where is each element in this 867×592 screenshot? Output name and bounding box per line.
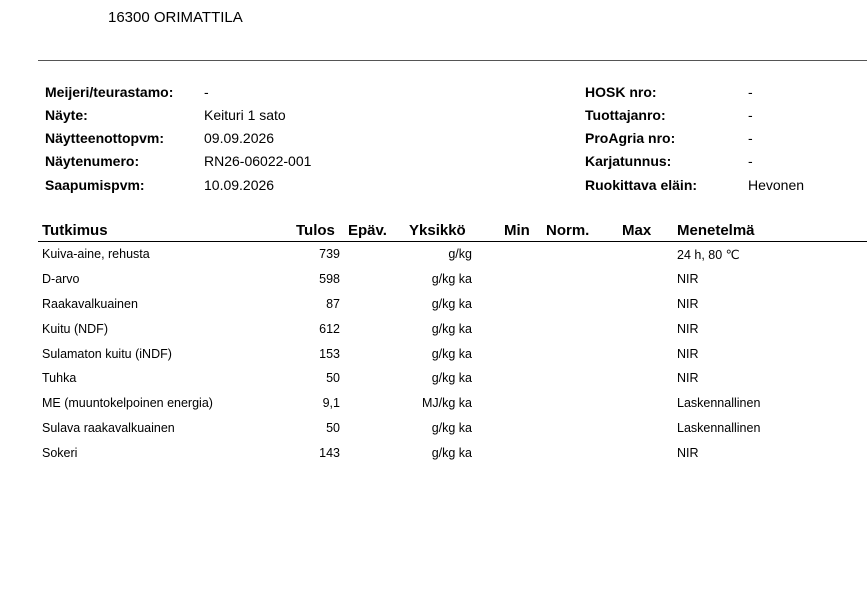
- cell-tutkimus: Sulava raakavalkuainen: [42, 421, 175, 435]
- table-row: [0, 272, 867, 297]
- table-row: [0, 371, 867, 396]
- col-header-epav: Epäv.: [348, 222, 387, 239]
- cell-menetelma: NIR: [677, 446, 699, 460]
- cell-tulos: 87: [326, 297, 340, 311]
- info-value-nayte: Keituri 1 sato: [204, 107, 286, 123]
- table-row: [0, 347, 867, 372]
- table-row: [0, 322, 867, 347]
- table-header-divider: [38, 241, 867, 242]
- col-header-norm: Norm.: [546, 222, 590, 239]
- info-value-ruokittava-elain: Hevonen: [748, 177, 805, 193]
- cell-tulos: 50: [326, 421, 340, 435]
- info-label-naytteenottopvm: Näytteenottopvm:: [45, 130, 165, 146]
- cell-tutkimus: D-arvo: [42, 272, 80, 286]
- cell-menetelma: NIR: [677, 371, 699, 385]
- cell-tutkimus: Raakavalkuainen: [42, 297, 138, 311]
- info-label-saapumispvm: Saapumispvm:: [45, 177, 145, 193]
- table-row: [0, 446, 867, 471]
- cell-tutkimus: Sokeri: [42, 446, 78, 460]
- cell-yksikko: g/kg: [448, 247, 472, 261]
- cell-menetelma: NIR: [677, 297, 699, 311]
- info-value-saapumispvm: 10.09.2026: [204, 177, 275, 193]
- cell-tutkimus: Sulamaton kuitu (iNDF): [42, 347, 172, 361]
- cell-yksikko: g/kg ka: [431, 272, 472, 286]
- cell-yksikko: g/kg ka: [431, 421, 472, 435]
- cell-menetelma: Laskennallinen: [677, 396, 761, 410]
- info-value-proagria: -: [748, 130, 753, 146]
- info-label-hosk: HOSK nro:: [585, 84, 657, 100]
- info-value-hosk: -: [748, 84, 753, 100]
- cell-tulos: 598: [319, 272, 340, 286]
- cell-yksikko: MJ/kg ka: [421, 396, 472, 410]
- cell-menetelma: Laskennallinen: [677, 421, 761, 435]
- cell-menetelma: NIR: [677, 322, 699, 336]
- cell-tutkimus: Kuiva-aine, rehusta: [42, 247, 150, 261]
- info-label-tuottajanro: Tuottajanro:: [585, 107, 666, 123]
- cell-yksikko: g/kg ka: [431, 347, 472, 361]
- col-header-max: Max: [622, 222, 652, 239]
- cell-yksikko: g/kg ka: [431, 446, 472, 460]
- address-line: 16300 ORIMATTILA: [108, 9, 243, 26]
- info-label-ruokittava-elain: Ruokittava eläin:: [585, 177, 698, 193]
- cell-tulos: 50: [326, 371, 340, 385]
- info-label-nayte: Näyte:: [45, 107, 88, 123]
- cell-tulos: 143: [319, 446, 340, 460]
- cell-yksikko: g/kg ka: [431, 371, 472, 385]
- col-header-tulos: Tulos: [296, 222, 335, 239]
- info-value-tuottajanro: -: [748, 107, 753, 123]
- info-value-meijeri: -: [204, 84, 209, 100]
- table-row: [0, 421, 867, 446]
- cell-menetelma: 24 h, 80 ℃: [677, 248, 740, 262]
- col-header-yksikko: Yksikkö: [409, 222, 466, 239]
- col-header-min: Min: [504, 222, 530, 239]
- info-label-meijeri: Meijeri/teurastamo:: [45, 84, 174, 100]
- cell-tutkimus: ME (muuntokelpoinen energia): [42, 396, 213, 410]
- header-divider: [38, 60, 867, 61]
- cell-tulos: 739: [319, 247, 340, 261]
- table-row: [0, 247, 867, 272]
- table-row: [0, 396, 867, 421]
- cell-yksikko: g/kg ka: [431, 322, 472, 336]
- info-value-naytteenottopvm: 09.09.2026: [204, 130, 275, 146]
- info-label-proagria: ProAgria nro:: [585, 130, 676, 146]
- col-header-tutkimus: Tutkimus: [42, 222, 108, 239]
- info-value-karjatunnus: -: [748, 153, 753, 169]
- cell-tulos: 612: [319, 322, 340, 336]
- cell-menetelma: NIR: [677, 347, 699, 361]
- info-label-karjatunnus: Karjatunnus:: [585, 153, 672, 169]
- cell-yksikko: g/kg ka: [431, 297, 472, 311]
- cell-tulos: 9,1: [322, 396, 340, 410]
- cell-tulos: 153: [319, 347, 340, 361]
- info-label-naytenumero: Näytenumero:: [45, 153, 140, 169]
- cell-tutkimus: Kuitu (NDF): [42, 322, 108, 336]
- cell-tutkimus: Tuhka: [42, 371, 77, 385]
- cell-menetelma: NIR: [677, 272, 699, 286]
- info-value-naytenumero: RN26-06022-001: [204, 153, 312, 169]
- col-header-menetelma: Menetelmä: [677, 222, 755, 239]
- table-row: [0, 297, 867, 322]
